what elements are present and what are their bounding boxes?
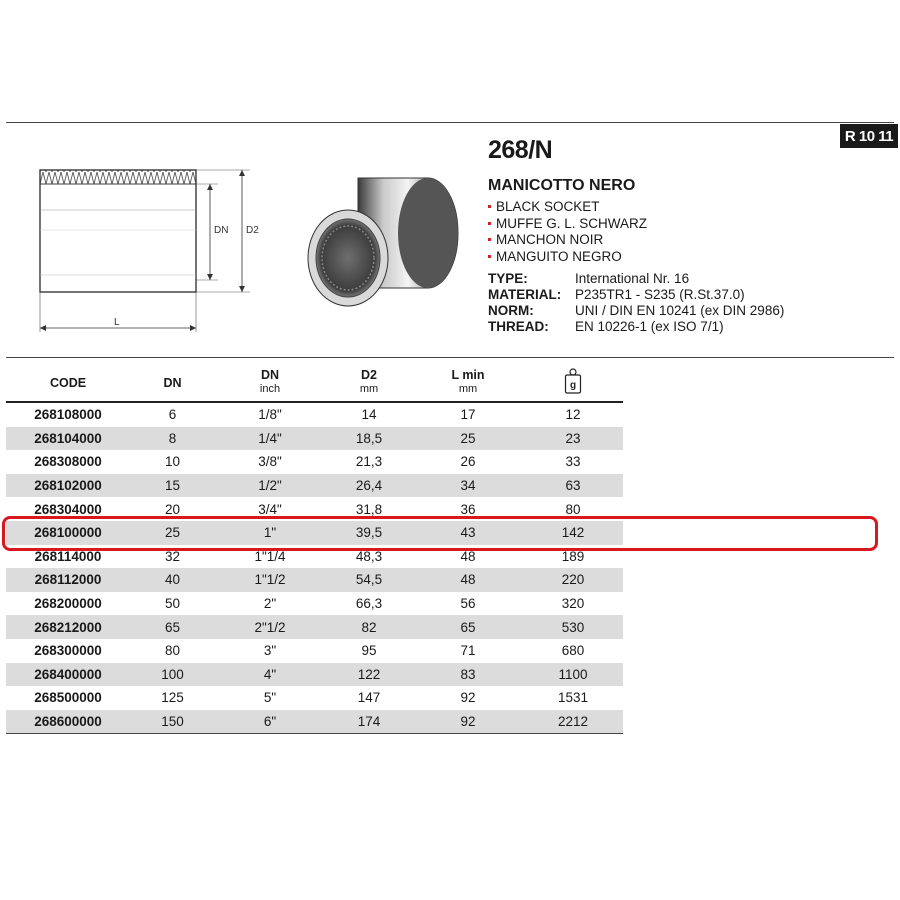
- cell-d2: 31,8: [355, 501, 383, 517]
- weight-icon: [563, 368, 583, 394]
- top-divider: [6, 122, 894, 123]
- cell-d2: 18,5: [355, 430, 383, 446]
- cell-inch: 3/4": [258, 501, 282, 517]
- cell-weight: 80: [565, 501, 581, 517]
- table-row-highlighted: [6, 521, 623, 545]
- table-row: [6, 497, 623, 521]
- cell-d2: 122: [357, 666, 381, 682]
- product-code: 268/N: [488, 136, 553, 164]
- translation-es: MANGUITO NEGRO: [488, 249, 848, 266]
- table-row: [6, 592, 623, 616]
- cell-dn: 20: [164, 501, 181, 517]
- dim-d2-label: D2: [246, 225, 259, 236]
- cell-code: 268114000: [34, 548, 102, 564]
- product-photo: [298, 168, 460, 318]
- table-row: [6, 545, 623, 569]
- cell-lmin: 56: [460, 596, 476, 612]
- cell-dn: 32: [164, 548, 181, 564]
- cell-lmin: 92: [460, 690, 476, 706]
- spec-row: [488, 303, 848, 319]
- cell-d2: 147: [357, 690, 381, 706]
- translation-en: BLACK SOCKET: [488, 199, 848, 216]
- table-row: [6, 568, 623, 592]
- header-lmin: L min mm: [451, 368, 485, 395]
- cell-code: 268108000: [34, 407, 102, 423]
- cell-d2: 39,5: [355, 525, 383, 541]
- cell-inch: 2": [263, 596, 277, 612]
- translation-de: MUFFE G. L. SCHWARZ: [488, 216, 848, 233]
- product-table: [6, 364, 623, 734]
- translation-fr: MANCHON NOIR: [488, 232, 848, 249]
- cell-dn: 65: [164, 619, 181, 635]
- cell-code: 268308000: [34, 454, 102, 470]
- header-dn-inch: DN inch: [259, 368, 281, 395]
- cell-inch: 3/8": [258, 454, 282, 470]
- cell-dn: 40: [164, 572, 181, 588]
- cell-d2: 95: [361, 643, 377, 659]
- table-header: [6, 364, 623, 403]
- cell-d2: 174: [357, 714, 381, 730]
- cell-weight: 189: [561, 548, 585, 564]
- spec-row: [488, 287, 848, 303]
- header-dn: DN: [163, 376, 182, 390]
- cell-dn: 15: [164, 478, 181, 494]
- cell-dn: 25: [164, 525, 181, 541]
- cell-weight: 12: [565, 407, 581, 423]
- cell-d2: 48,3: [355, 548, 383, 564]
- table-row: [6, 474, 623, 498]
- cell-d2: 54,5: [355, 572, 383, 588]
- cell-dn: 10: [164, 454, 181, 470]
- cell-weight: 1100: [558, 666, 588, 682]
- table-row: [6, 663, 623, 687]
- cell-dn: 8: [168, 430, 177, 446]
- spec-key: NORM:: [488, 303, 534, 318]
- cell-dn: 125: [161, 690, 184, 706]
- spec-row: [488, 271, 848, 287]
- table-row: [6, 403, 623, 427]
- cell-weight: 2212: [557, 714, 589, 730]
- cell-d2: 14: [361, 407, 377, 423]
- cell-inch: 1"1/2: [254, 572, 286, 588]
- cell-dn: 80: [164, 643, 181, 659]
- dim-l-label: L: [114, 317, 120, 328]
- cell-lmin: 26: [460, 454, 476, 470]
- table-row: [6, 615, 623, 639]
- cell-code: 268100000: [34, 525, 102, 541]
- cell-lmin: 83: [460, 666, 476, 682]
- spec-key: THREAD:: [488, 319, 549, 334]
- table-bottom-rule: [6, 733, 623, 734]
- translations-list: [488, 199, 848, 265]
- cell-d2: 21,3: [355, 454, 383, 470]
- cell-inch: 2"1/2: [254, 619, 286, 635]
- spec-key: TYPE:: [488, 271, 528, 286]
- header-weight: [523, 364, 623, 397]
- page-reference-badge: R 10 11: [840, 124, 898, 148]
- cell-dn: 6: [168, 407, 177, 423]
- cell-lmin: 36: [460, 501, 476, 517]
- table-row: [6, 710, 623, 734]
- cell-code: 268400000: [34, 666, 102, 682]
- table-body: [6, 403, 623, 733]
- cell-d2: 66,3: [355, 596, 383, 612]
- cell-code: 268600000: [34, 714, 102, 730]
- cell-weight: 63: [565, 478, 581, 494]
- cell-d2: 82: [361, 619, 377, 635]
- cell-lmin: 65: [460, 619, 476, 635]
- cell-code: 268500000: [34, 690, 102, 706]
- spec-value: P235TR1 - S235 (R.St.37.0): [575, 287, 745, 302]
- cell-lmin: 71: [460, 643, 476, 659]
- header-code: CODE: [49, 376, 87, 390]
- cell-lmin: 43: [460, 525, 476, 541]
- table-row: [6, 450, 623, 474]
- cell-weight: 320: [561, 596, 585, 612]
- cell-weight: 1531: [557, 690, 589, 706]
- cell-code: 268212000: [34, 619, 102, 635]
- cell-weight: 33: [565, 454, 581, 470]
- spec-key: MATERIAL:: [488, 287, 562, 302]
- cell-code: 268104000: [34, 430, 102, 446]
- spec-row: [488, 319, 848, 335]
- cell-code: 268200000: [34, 596, 102, 612]
- cell-weight: 142: [561, 525, 585, 541]
- cell-inch: 1/2": [258, 478, 282, 494]
- cell-inch: 1/4": [258, 430, 282, 446]
- table-row: [6, 686, 623, 710]
- cell-d2: 26,4: [355, 478, 383, 494]
- cell-inch: 1"1/4: [254, 548, 286, 564]
- cell-dn: 100: [161, 666, 184, 682]
- table-row: [6, 427, 623, 451]
- cell-code: 268112000: [34, 572, 102, 588]
- dim-dn-label: DN: [214, 225, 229, 236]
- cell-lmin: 48: [460, 572, 476, 588]
- table-top-divider: [6, 357, 894, 358]
- svg-text:g: g: [569, 380, 577, 391]
- cell-code: 268304000: [34, 501, 102, 517]
- cell-dn: 50: [164, 596, 181, 612]
- technical-drawing: [28, 160, 268, 340]
- cell-inch: 4": [263, 666, 277, 682]
- cell-code: 268102000: [34, 478, 102, 494]
- spec-value: EN 10226-1 (ex ISO 7/1): [575, 319, 724, 334]
- cell-lmin: 25: [460, 430, 476, 446]
- cell-inch: 5": [263, 690, 277, 706]
- cell-dn: 150: [161, 714, 184, 730]
- cell-weight: 680: [561, 643, 585, 659]
- header-d2: D2 mm: [359, 368, 379, 395]
- cell-code: 268300000: [34, 643, 102, 659]
- cell-lmin: 92: [460, 714, 476, 730]
- spec-value: International Nr. 16: [575, 271, 690, 286]
- cell-inch: 1/8": [258, 407, 282, 423]
- cell-weight: 220: [561, 572, 585, 588]
- product-name: MANICOTTO NERO: [488, 177, 636, 194]
- specs-list: [488, 271, 848, 335]
- cell-lmin: 17: [460, 407, 476, 423]
- cell-lmin: 48: [460, 548, 476, 564]
- cell-inch: 6": [263, 714, 277, 730]
- spec-value: UNI / DIN EN 10241 (ex DIN 2986): [575, 303, 785, 318]
- product-info: [488, 136, 848, 335]
- table-row: [6, 639, 623, 663]
- cell-lmin: 34: [460, 478, 476, 494]
- cell-inch: 1": [263, 525, 277, 541]
- cell-weight: 23: [565, 430, 581, 446]
- cell-weight: 530: [561, 619, 585, 635]
- cell-inch: 3": [263, 643, 277, 659]
